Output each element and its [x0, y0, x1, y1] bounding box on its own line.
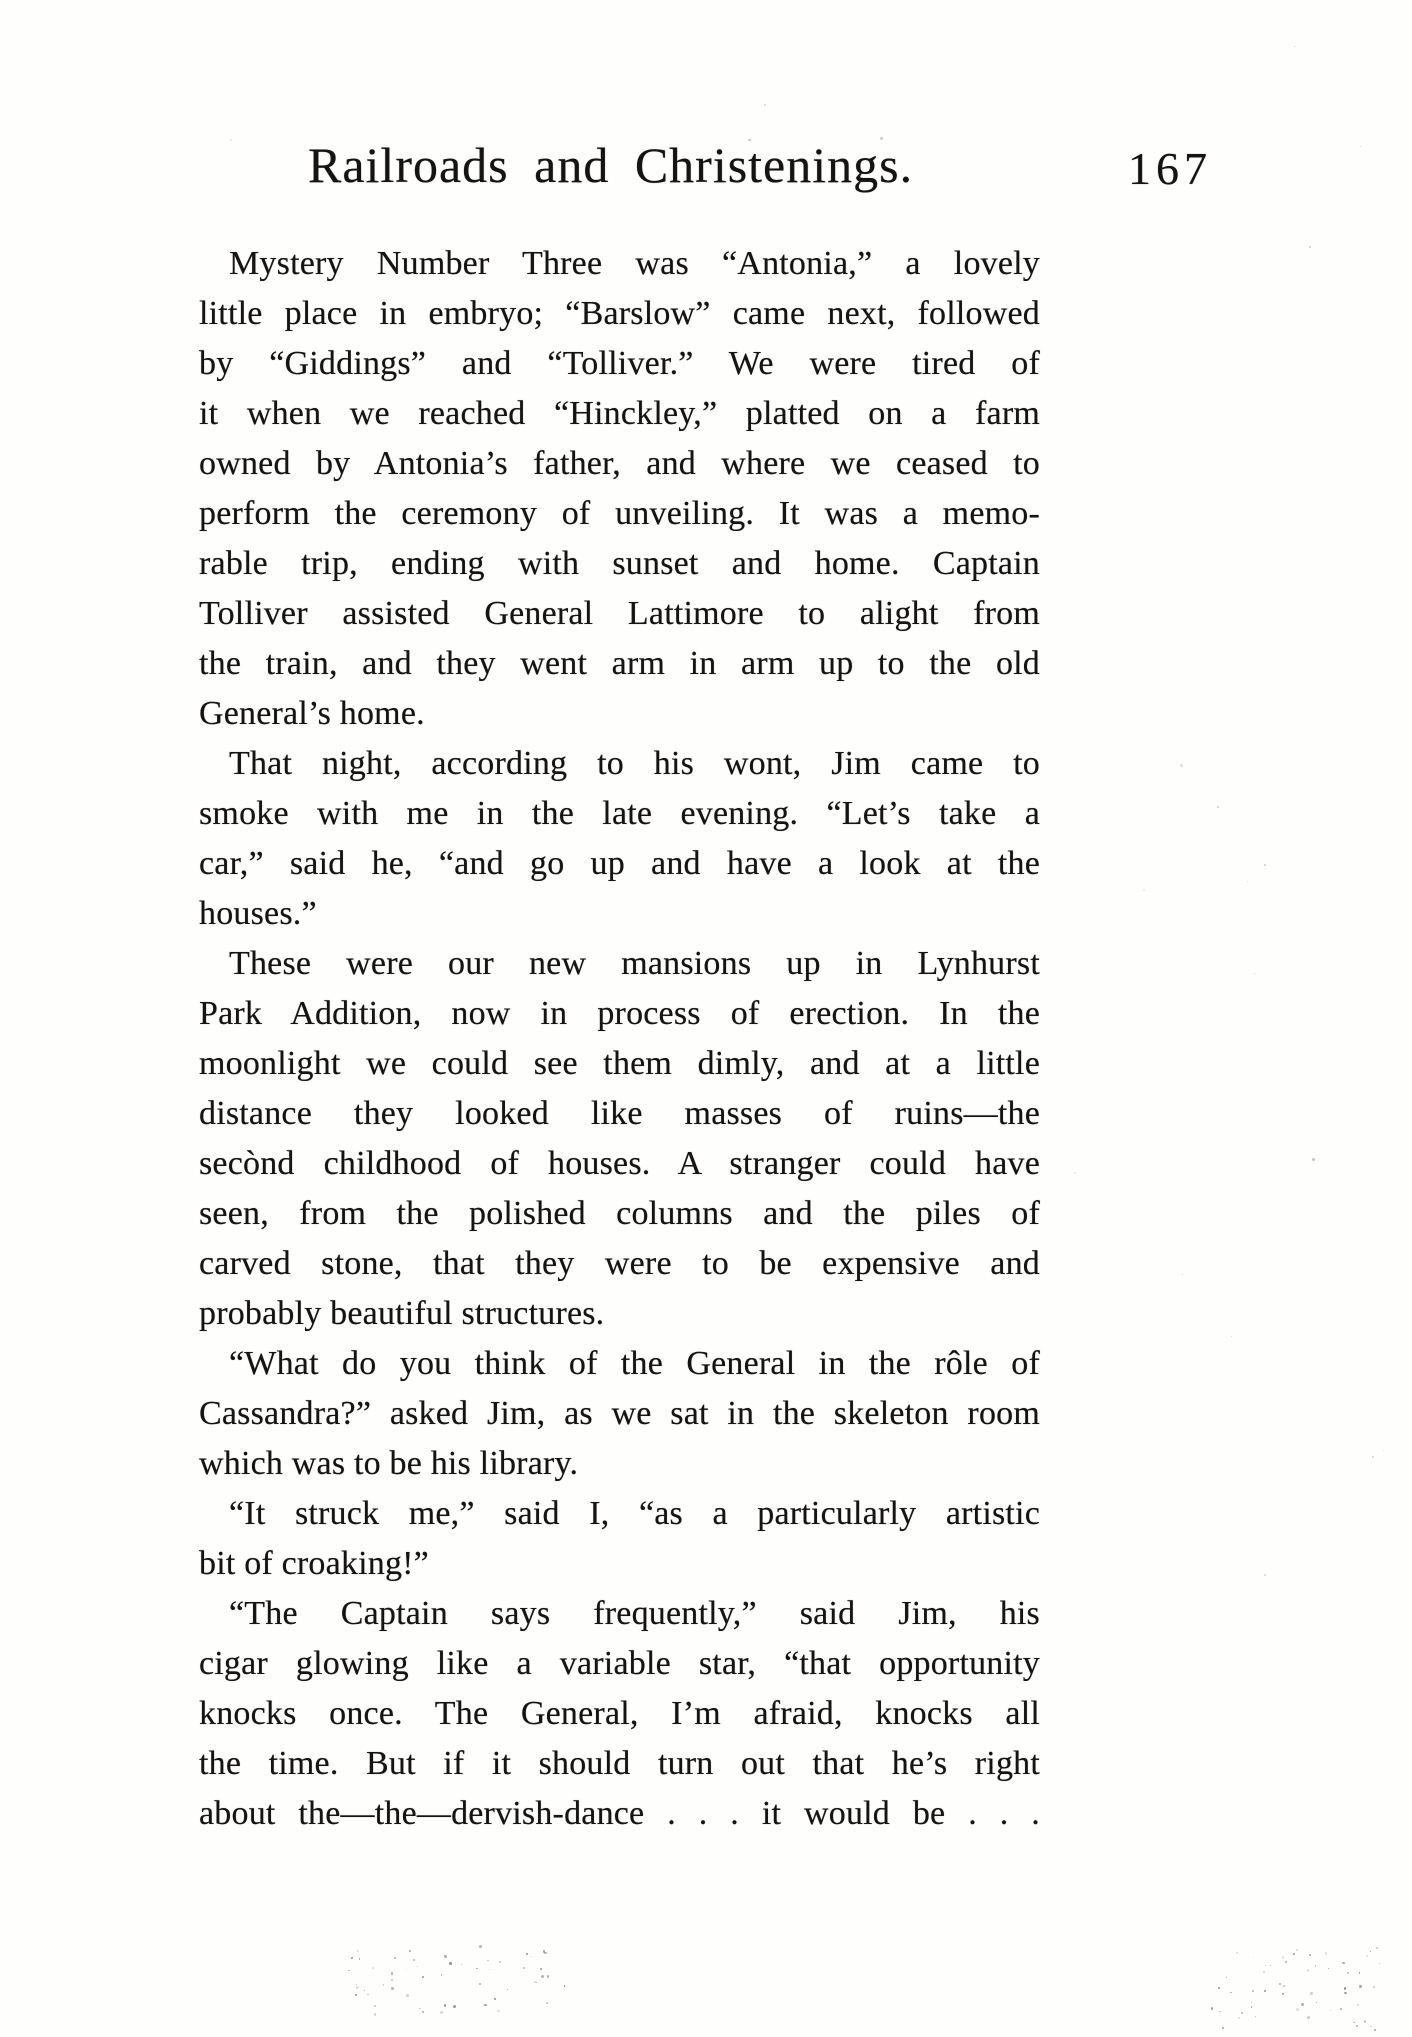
- text-line: distance they looked like masses of ruins—the: [199, 1095, 1040, 1132]
- text-line: “What do you think of the General in the rôle of: [229, 1345, 1040, 1382]
- text-line: about the—the—dervish-dance . . . it would be . . .: [199, 1795, 1040, 1832]
- text-line: Mystery Number Three was “Antonia,” a lovely: [229, 245, 1040, 282]
- text-line: car,” said he, “and go up and have a look at the: [199, 845, 1040, 882]
- text-line: probably beautiful structures.: [199, 1295, 605, 1332]
- text-line: the train, and they went arm in arm up to the old: [199, 645, 1040, 682]
- text-line: which was to be his library.: [199, 1445, 579, 1482]
- text-line: it when we reached “Hinckley,” platted on a farm: [199, 395, 1040, 432]
- text-line: Cassandra?” asked Jim, as we sat in the skeleton room: [199, 1395, 1040, 1432]
- text-line: “It struck me,” said I, “as a particularly artistic: [229, 1495, 1040, 1532]
- text-line: Park Addition, now in process of erection. In the: [199, 995, 1040, 1032]
- page-number: 167: [1128, 143, 1212, 194]
- text-line: rable trip, ending with sunset and home. Captain: [199, 545, 1040, 582]
- text-line: carved stone, that they were to be expensive and: [199, 1245, 1040, 1282]
- body-text: [199, 239, 1040, 1839]
- text-line: “The Captain says frequently,” said Jim, his: [229, 1595, 1040, 1632]
- text-line: houses.”: [199, 895, 317, 932]
- text-line: moonlight we could see them dimly, and at a little: [199, 1045, 1040, 1082]
- text-line: These were our new mansions up in Lynhurst: [229, 945, 1040, 982]
- text-line: perform the ceremony of unveiling. It was a memo-: [199, 495, 1040, 532]
- text-line: bit of croaking!”: [199, 1545, 429, 1582]
- text-line: knocks once. The General, I’m afraid, knocks all: [199, 1695, 1040, 1732]
- running-head-title: Railroads and Christenings.: [308, 137, 914, 193]
- text-line: smoke with me in the late evening. “Let’s take a: [199, 795, 1040, 832]
- text-line: cigar glowing like a variable star, “that opportunity: [199, 1645, 1040, 1682]
- text-line: That night, according to his wont, Jim came to: [229, 745, 1040, 782]
- text-line: by “Giddings” and “Tolliver.” We were tired of: [199, 345, 1040, 382]
- text-line: General’s home.: [199, 695, 425, 732]
- text-line: seen, from the polished columns and the piles of: [199, 1195, 1040, 1232]
- text-line: little place in embryo; “Barslow” came next, followed: [199, 295, 1040, 332]
- text-line: the time. But if it should turn out that he’s right: [199, 1745, 1040, 1782]
- text-line: owned by Antonia’s father, and where we ceased to: [199, 445, 1040, 482]
- text-line: Tolliver assisted General Lattimore to alight from: [199, 595, 1040, 632]
- text-line: secònd childhood of houses. A stranger could have: [199, 1145, 1040, 1182]
